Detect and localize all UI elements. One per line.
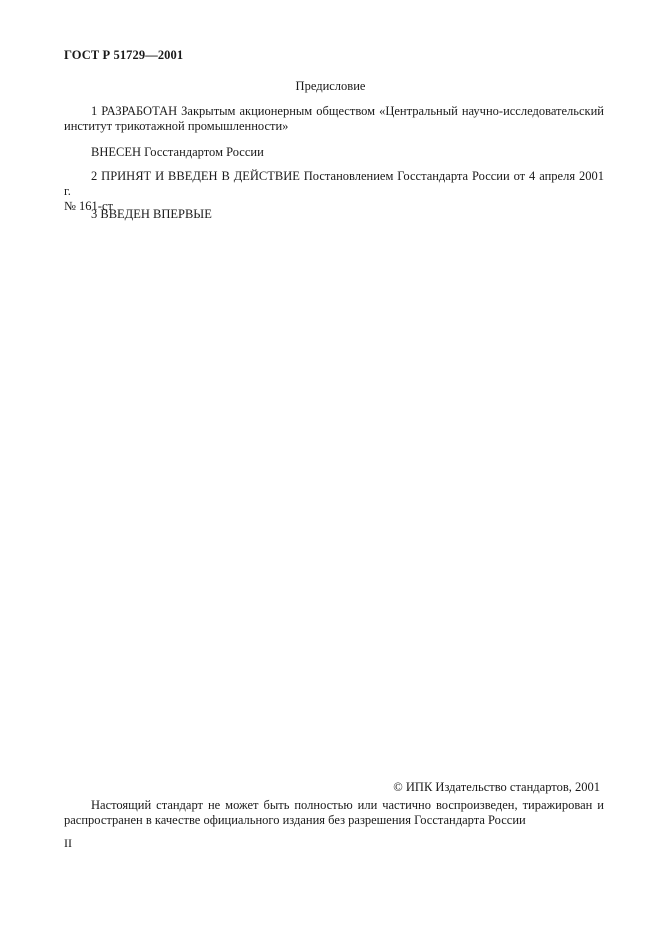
standard-code-header: ГОСТ Р 51729—2001 xyxy=(64,48,184,62)
reproduction-notice: Настоящий стандарт не может быть полностью или частично воспроизведен, тиражирован и распространен в качестве официального издания без разрешения Госстандарта России xyxy=(64,798,604,827)
paragraph-developed-by: 1 РАЗРАБОТАН Закрытым акционерным обществом «Центральный научно-исследовательский институт трикотажной промышленности» xyxy=(64,104,604,133)
page-number: II xyxy=(64,836,72,850)
preface-title: Предисловие xyxy=(295,79,366,93)
paragraph-adopted-line2: № 161-ст xyxy=(64,199,113,213)
paragraph-adopted-line1: 2 ПРИНЯТ И ВВЕДЕН В ДЕЙСТВИЕ Постановлением Госстандарта России от 4 апреля 2001 г. xyxy=(64,169,604,198)
paragraph-introduced-by: ВНЕСЕН Госстандартом России xyxy=(91,145,264,159)
copyright-notice: © ИПК Издательство стандартов, 2001 xyxy=(393,780,600,794)
paragraph-first-introduced: 3 ВВЕДЕН ВПЕРВЫЕ xyxy=(91,207,212,221)
